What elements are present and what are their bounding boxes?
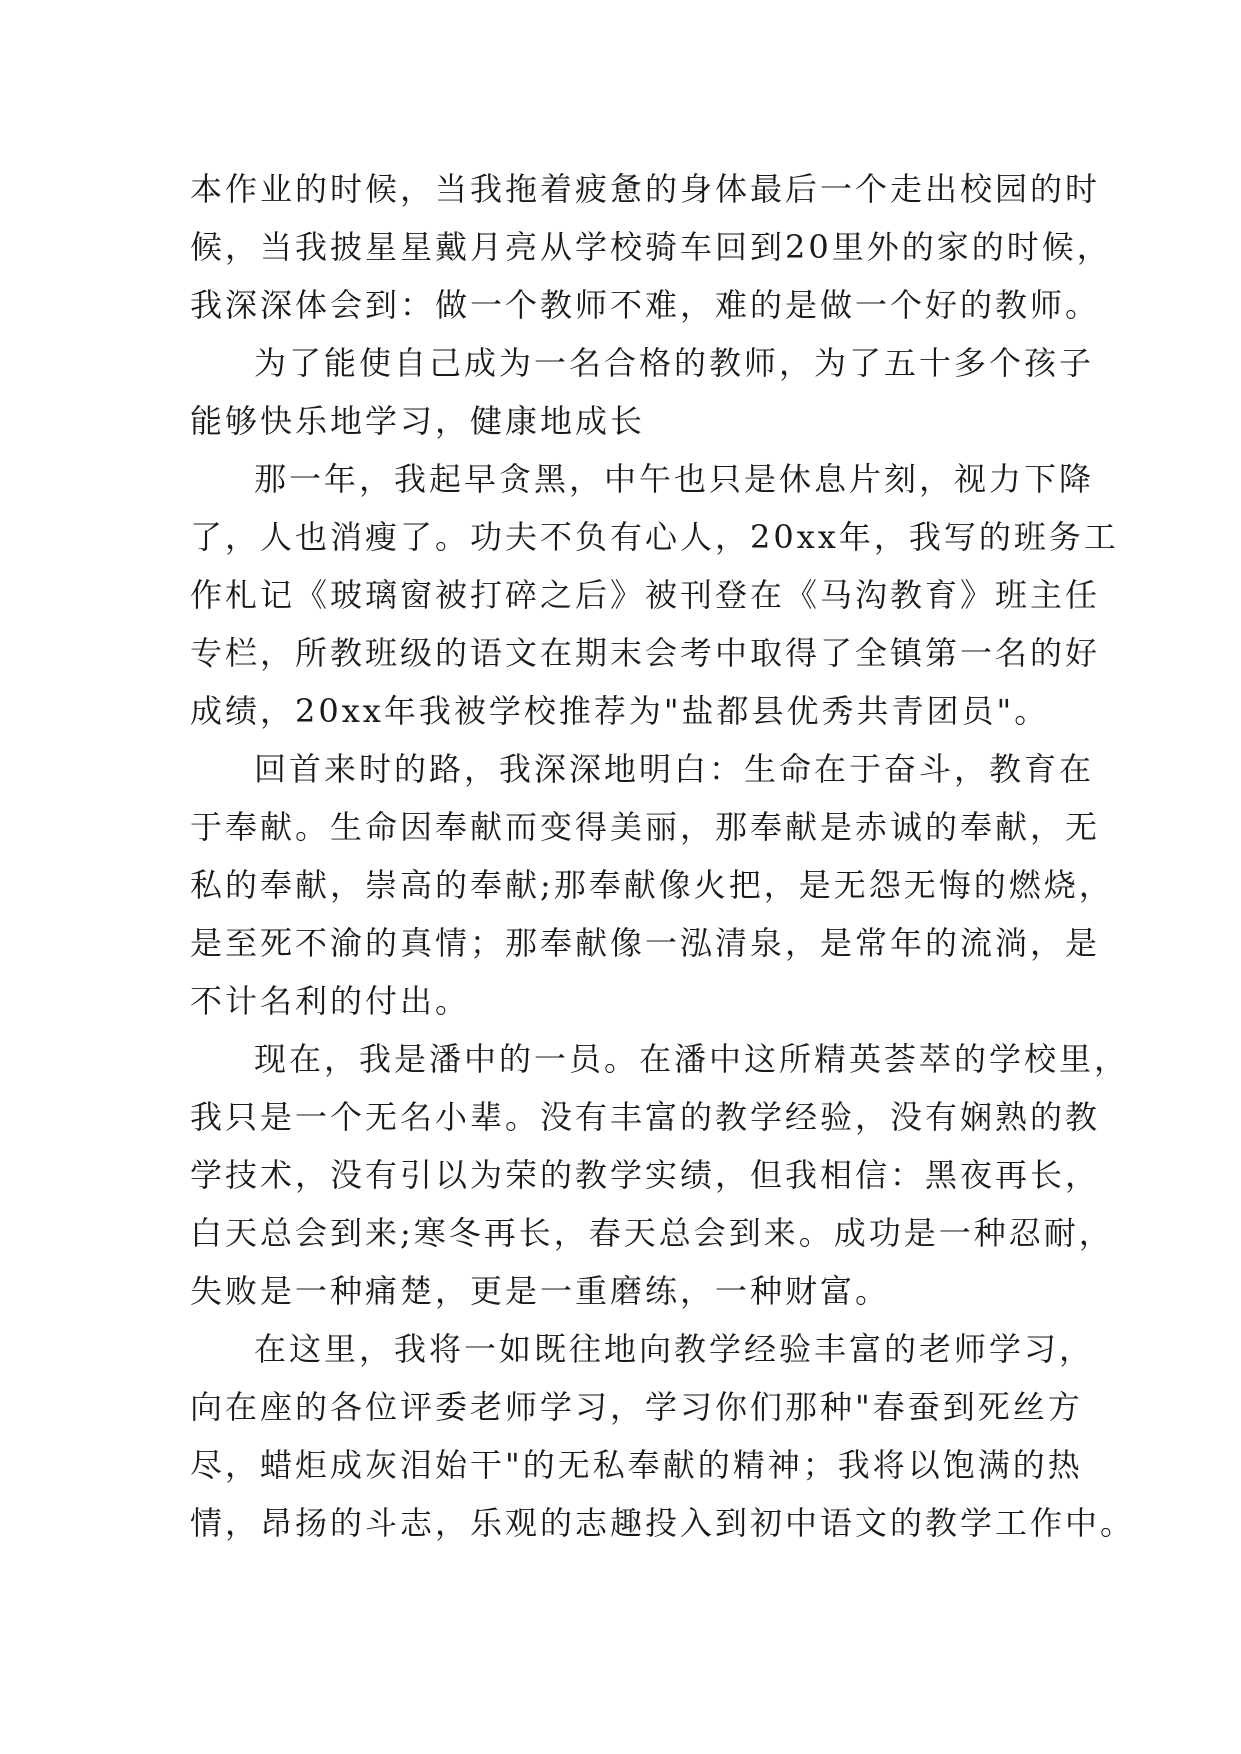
paragraph xyxy=(190,740,1114,1030)
paragraph xyxy=(190,160,1112,334)
text-line: 那一年，我起早贪黑，中午也只是休息片刻，视力下降 xyxy=(254,460,1095,498)
text-line: 了，人也消瘦了。功夫不负有心人，20xx年，我写的班务工 xyxy=(190,518,1119,556)
text-line: 能够快乐地学习，健康地成长 xyxy=(190,402,646,440)
document-body xyxy=(190,160,1136,1552)
paragraph xyxy=(190,334,1095,450)
text-line: 回首来时的路，我深深地明白：生命在于奋斗，教育在 xyxy=(254,750,1095,788)
text-line: 为了能使自己成为一名合格的教师，为了五十多个孩子 xyxy=(254,344,1095,382)
text-line: 候，当我披星星戴月亮从学校骑车回到20里外的家的时候， xyxy=(190,228,1112,266)
paragraph xyxy=(190,1030,1130,1320)
paragraph xyxy=(190,450,1119,740)
text-line: 作札记《玻璃窗被打碎之后》被刊登在《马沟教育》班主任 xyxy=(190,576,1101,614)
text-line: 不计名利的付出。 xyxy=(190,982,471,1020)
text-line: 私的奉献，崇高的奉献;那奉献像火把，是无怨无悔的燃烧， xyxy=(190,866,1114,904)
text-line: 于奉献。生命因奉献而变得美丽，那奉献是赤诚的奉献，无 xyxy=(190,808,1101,846)
text-line: 尽，蜡炬成灰泪始干"的无私奉献的精神；我将以饱满的热 xyxy=(190,1446,1083,1484)
text-line: 本作业的时候，当我拖着疲惫的身体最后一个走出校园的时 xyxy=(190,170,1101,208)
text-line: 我只是一个无名小辈。没有丰富的教学经验，没有娴熟的教 xyxy=(190,1098,1101,1136)
text-line: 向在座的各位评委老师学习，学习你们那种"春蚕到死丝方 xyxy=(190,1388,1083,1426)
text-line: 情，昂扬的斗志，乐观的志趣投入到初中语文的教学工作中。 xyxy=(190,1504,1136,1542)
text-line: 是至死不渝的真情；那奉献像一泓清泉，是常年的流淌，是 xyxy=(190,924,1101,962)
text-line: 学技术，没有引以为荣的教学实绩，但我相信：黑夜再长， xyxy=(190,1156,1101,1194)
text-line: 现在，我是潘中的一员。在潘中这所精英荟萃的学校里， xyxy=(254,1040,1130,1078)
text-line: 我深深体会到：做一个教师不难，难的是做一个好的教师。 xyxy=(190,286,1101,324)
text-line: 失败是一种痛楚，更是一重磨练，一种财富。 xyxy=(190,1272,891,1310)
text-line: 成绩，20xx年我被学校推荐为"盐都县优秀共青团员"。 xyxy=(190,692,1050,730)
text-line: 专栏，所教班级的语文在期末会考中取得了全镇第一名的好 xyxy=(190,634,1101,672)
text-line: 在这里，我将一如既往地向教学经验丰富的老师学习， xyxy=(254,1330,1095,1368)
text-line: 白天总会到来;寒冬再长，春天总会到来。成功是一种忍耐， xyxy=(190,1214,1114,1252)
paragraph xyxy=(190,1320,1136,1552)
